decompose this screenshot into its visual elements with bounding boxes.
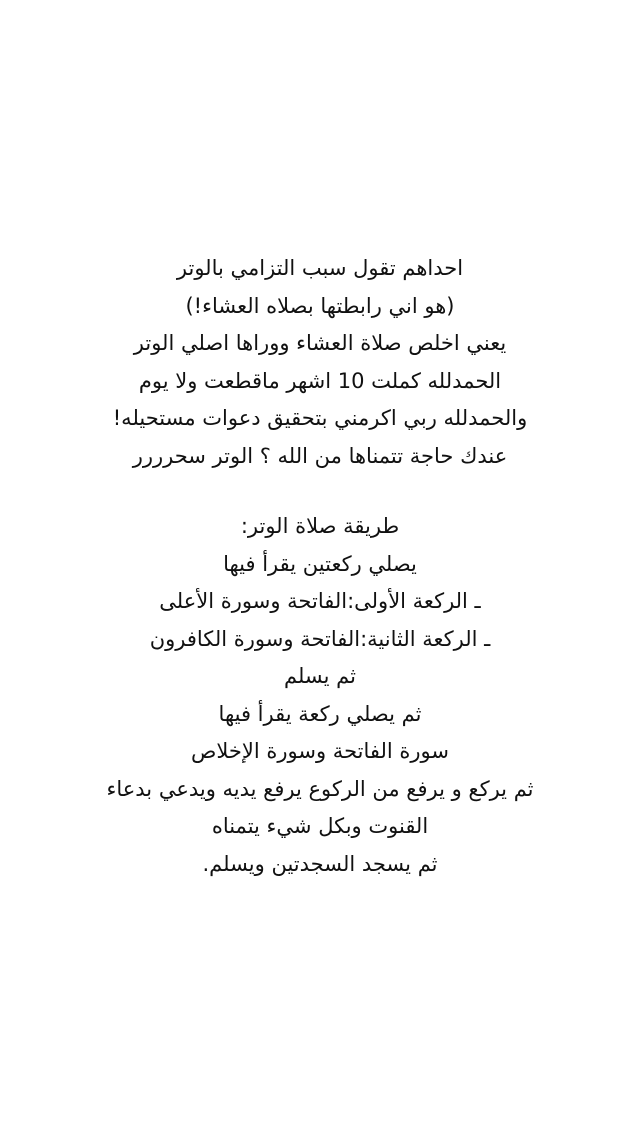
instructions-paragraph <box>0 508 640 883</box>
text-line: والحمدلله ربي اكرمني بتحقيق دعوات مستحيله! <box>112 406 528 430</box>
section-heading: طريقة صلاة الوتر: <box>240 514 400 538</box>
text-line: سورة الفاتحة وسورة الإخلاص <box>191 739 449 763</box>
text-line: ثم يركع و يرفع من الركوع يرفع يديه ويدعي بدعاء <box>106 776 534 801</box>
text-line: عندك حاجة تتمناها من الله ؟ الوتر سحرررر <box>132 443 508 468</box>
text-line: ـ الركعة الأولى:الفاتحة وسورة الأعلى <box>159 589 481 613</box>
text-line: القنوت وبكل شيء يتمناه <box>211 814 429 838</box>
text-line: ثم يسلم <box>283 664 356 688</box>
text-line: يصلي ركعتين يقرأ فيها <box>223 551 417 576</box>
text-line: يعني اخلص صلاة العشاء ووراها اصلي الوتر <box>133 331 507 355</box>
text-line: احداهم تقول سبب التزامي بالوتر <box>176 256 464 280</box>
text-line: الحمدلله كملت 10 اشهر ماقطعت ولا يوم <box>138 368 502 393</box>
text-line: ـ الركعة الثانية:الفاتحة وسورة الكافرون <box>149 626 491 651</box>
text-line: ثم يصلي ركعة يقرأ فيها <box>218 701 422 726</box>
text-line: (هو اني رابطتها بصلاه العشاء!) <box>185 293 455 318</box>
intro-paragraph <box>0 250 640 475</box>
text-line: ثم يسجد السجدتين ويسلم. <box>202 851 438 876</box>
